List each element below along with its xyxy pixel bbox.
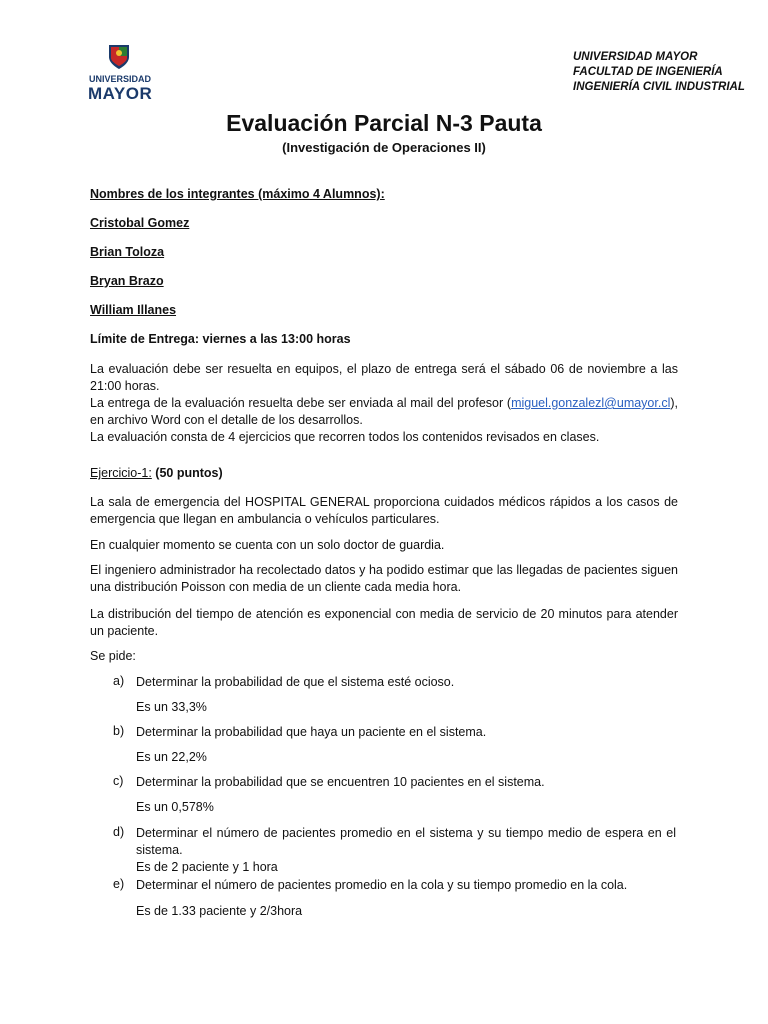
member-name: William Illanes [90, 303, 177, 317]
item-answer: Es un 22,2% [136, 750, 207, 764]
item-question: Determinar el número de pacientes promedio en el sistema y su tiempo medio de espera en el sistema. [136, 826, 676, 857]
item-answer: Es de 2 paciente y 1 hora [136, 860, 278, 874]
faculty-name: FACULTAD DE INGENIERÍA [573, 66, 723, 78]
item-question: Determinar la probabilidad que haya un paciente en el sistema. [136, 725, 487, 739]
item-answer: Es un 33,3% [136, 700, 207, 714]
email-text-before: La entrega de la evaluación resuelta debe ser enviada al mail del profesor ( [90, 396, 512, 410]
member-name: Bryan Brazo [90, 274, 164, 288]
item-marker: b) [113, 724, 125, 738]
instructions-paragraph: La evaluación consta de 4 ejercicios que recorren todos los contenidos revisados en clases. [90, 430, 600, 444]
document-subtitle: (Investigación de Operaciones II) [282, 140, 486, 155]
exercise-paragraph: El ingeniero administrador ha recolectado datos y ha podido estimar que las llegadas de pacientes siguen una distribución Poisson con media de un cliente cada media hora. [90, 563, 678, 594]
asks-label: Se pide: [90, 649, 136, 663]
exercise-paragraph: En cualquier momento se cuenta con un solo doctor de guardia. [90, 538, 445, 552]
instructions-email-paragraph [90, 395, 678, 429]
member-name: Brian Toloza [90, 245, 165, 259]
logo-wordmark-top: UNIVERSIDAD [88, 74, 151, 84]
exercise-heading [90, 465, 223, 482]
document-title: Evaluación Parcial N-3 Pauta [226, 110, 542, 136]
professor-email-link[interactable]: miguel.gonzalezl@umayor.cl [511, 396, 671, 410]
logo-wordmark-bottom: MAYOR [88, 84, 153, 103]
university-logo [88, 44, 152, 108]
members-heading: Nombres de los integrantes (máximo 4 Alumnos): [90, 187, 385, 201]
item-marker: c) [113, 774, 124, 788]
exercise-paragraph: La sala de emergencia del HOSPITAL GENERAL proporciona cuidados médicos rápidos a los casos de emergencia que llegan en ambulancia o vehículos particulares. [90, 495, 678, 526]
program-name: INGENIERÍA CIVIL INDUSTRIAL [573, 81, 745, 93]
deadline: Límite de Entrega: viernes a las 13:00 horas [90, 332, 351, 346]
item-question: Determinar la probabilidad que se encuentren 10 pacientes en el sistema. [136, 775, 545, 789]
exercise-points: (50 puntos) [151, 466, 223, 480]
item-question: Determinar el número de pacientes promedio en la cola y su tiempo promedio en la cola. [136, 878, 628, 892]
exercise-paragraph: La distribución del tiempo de atención es exponencial con media de servicio de 20 minutos para atender un paciente. [90, 607, 678, 638]
university-name: UNIVERSIDAD MAYOR [573, 51, 698, 63]
item-answer: Es un 0,578% [136, 800, 214, 814]
shield-icon [108, 44, 130, 70]
instructions-paragraph: La evaluación debe ser resuelta en equipos, el plazo de entrega será el sábado 06 de noviembre a las 21:00 horas. [90, 362, 678, 393]
item-answer: Es de 1.33 paciente y 2/3hora [136, 904, 303, 918]
exercise-label: Ejercicio-1: [90, 466, 152, 480]
item-marker: a) [113, 674, 125, 688]
email-text-after: ), en archivo Word con el detalle de los desarrollos. [90, 396, 678, 427]
member-name: Cristobal Gomez [90, 216, 190, 230]
item-marker: d) [113, 825, 125, 839]
item-question: Determinar la probabilidad de que el sistema esté ocioso. [136, 675, 455, 689]
item-marker: e) [113, 877, 125, 891]
institution-header [573, 50, 745, 95]
